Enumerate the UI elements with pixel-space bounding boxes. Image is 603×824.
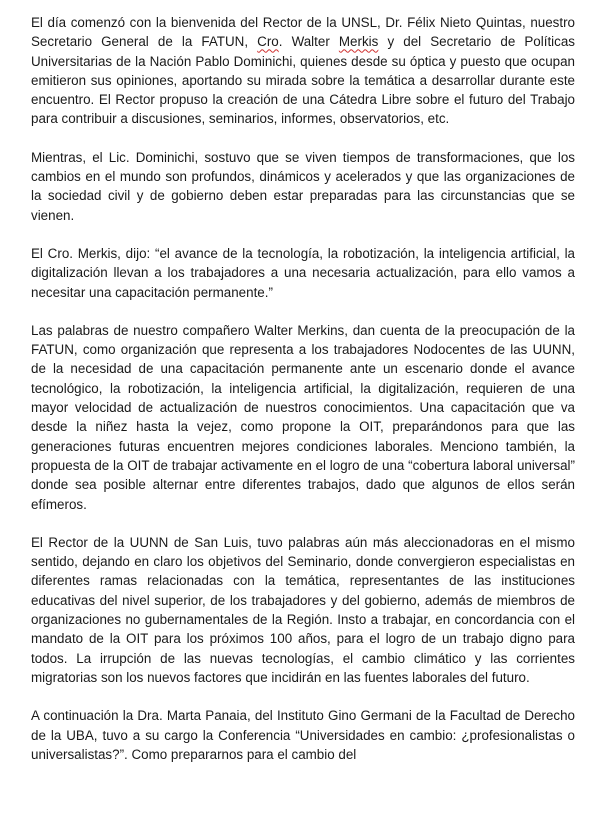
paragraph-welcome [31,13,575,129]
text-segment: . Walter [278,34,339,50]
spellcheck-word: Cro [257,34,279,50]
paragraph-fatun [31,321,575,514]
paragraph-merkis-quote [31,244,575,302]
paragraph-dominichi [31,148,575,225]
text-segment: A continuación la Dra. Marta Panaia, del Instituto Gino Germani de la Facultad de Derecho de la UBA, tuvo a su cargo la Conferencia “Universidades en cambio: ¿profesionalistas o universalistas?”. Como prepararnos para el cambio del [31,708,575,762]
paragraph-panaia [31,706,575,764]
paragraph-rector-san-luis [31,533,575,687]
text-segment: Mientras, el Lic. Dominichi, sostuvo que se viven tiempos de transformaciones, que los cambios en el mundo son profundos, dinámicos y acelerados y que las organizaciones de la sociedad civil y de gobierno deben estar preparadas para las circunstancias que se vienen. [31,149,575,223]
text-segment: y del Secretario de Políticas Universitarias de la Nación Pablo Dominichi, quienes desde su óptica y puesto que ocupan emitieron sus opiniones, aportando su mirada sobre la temática a desarrollar durante este encuentro. El Rector propuso la creación de una Cátedra Libre sobre el futuro del Trabajo para contribuir a discusiones, seminarios, informes, observatorios, etc. [31,34,575,127]
text-segment: Las palabras de nuestro compañero Walter Merkins, dan cuenta de la preocupación de la FATUN, como organización que representa a los trabajadores Nodocentes de las UUNN, de la necesidad de una capacitación permanente ante un escenario donde el avance tecnológico, la robotización, la inteligencia artificial, la digitalización, requieren de una mayor velocidad de actualización de nuestros conocimientos. Una capacitación que va desde la niñez hasta la vejez, como propone la OIT, preparándonos para que las generaciones futuras encuentren mejores condiciones laborales. Menciono también, la propuesta de la OIT de trabajar activamente en el logro de una “cobertura laboral universal” donde sea posible alternar entre diferentes trabajos, dado que algunos de ellos serán efímeros. [31,322,575,512]
spellcheck-word: Merkis [338,34,379,50]
text-segment: El Cro. Merkis, dijo: “el avance de la tecnología, la robotización, la inteligencia artificial, la digitalización llevan a los trabajadores a una necesaria actualización, para ello vamos a necesitar una capacitación permanente.” [31,245,575,300]
text-segment: El Rector de la UUNN de San Luis, tuvo palabras aún más aleccionadoras en el mismo sentido, dejando en claro los objetivos del Seminario, donde convergieron especialistas en diferentes ramas relacionadas con la temática, representantes de las instituciones educativas del nivel superior, de los trabajadores y del gobierno, además de miembros de organizaciones no gubernamentales de la Región. Insto a trabajar, en concordancia con el mandato de la OIT para los próximos 100 años, para el logro de un trabajo digno para todos. La irrupción de las nuevas tecnologías, el cambio climático y las corrientes migratorias son los nuevos factores que incidirán en las fuentes laborales del futuro. [31,534,575,685]
text-segment: El día comenzó con la bienvenida del Rector de la UNSL, Dr. Félix Nieto Quintas, nuestro Secretario General de la FATUN, [31,15,575,50]
